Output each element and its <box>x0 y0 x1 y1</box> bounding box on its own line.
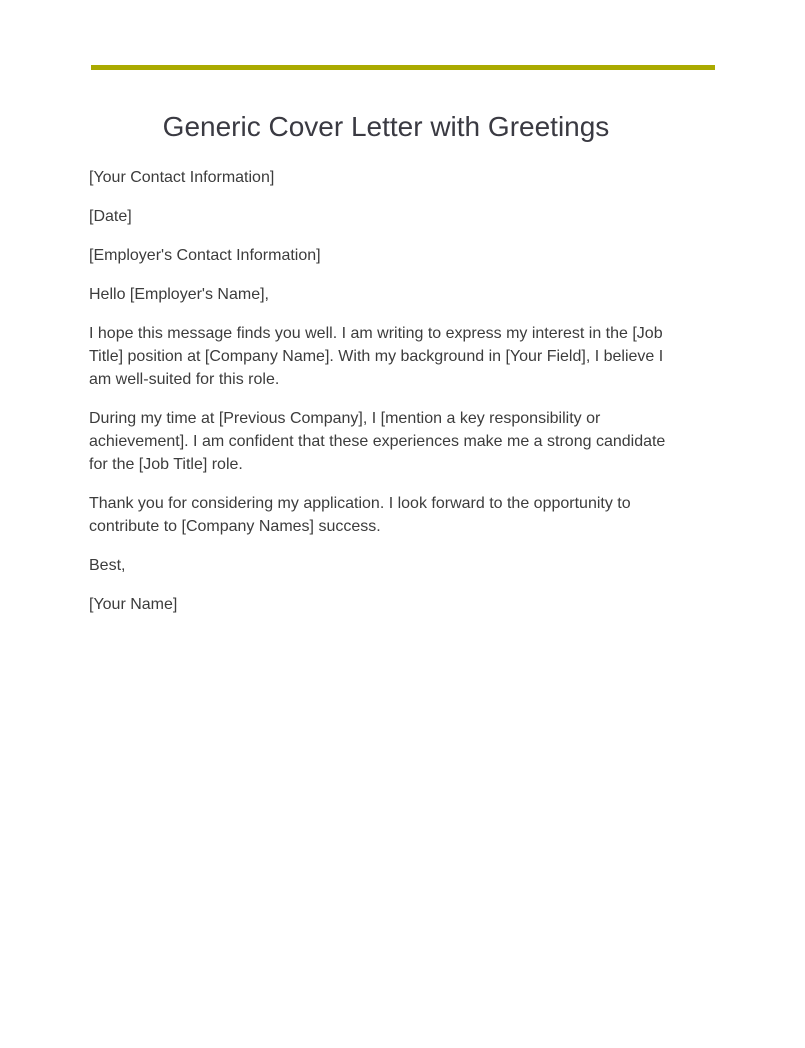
page-title: Generic Cover Letter with Greetings <box>162 111 610 142</box>
intro-paragraph: I hope this message finds you well. I am writing to express my interest in the [Job Title] position at [Company Name]. With my background in [Your Field], I believe I am well-suited for this role. <box>89 325 664 388</box>
title-accent-rule <box>91 65 715 70</box>
experience-paragraph: During my time at [Previous Company], I [mention a key responsibility or achievement]. I am confident that these experiences make me a strong candidate for the [Job Title] role. <box>89 410 666 473</box>
date-placeholder: [Date] <box>89 208 132 225</box>
letter-body <box>89 166 679 632</box>
signature-name: [Your Name] <box>89 596 178 613</box>
greeting: Hello [Employer's Name], <box>89 286 269 303</box>
sign-off: Best, <box>89 557 126 574</box>
closing-paragraph: Thank you for considering my application. I look forward to the opportunity to contribute to [Company Names] success. <box>89 495 631 535</box>
contact-info-placeholder: [Your Contact Information] <box>89 169 275 186</box>
employer-contact-placeholder: [Employer's Contact Information] <box>89 247 321 264</box>
